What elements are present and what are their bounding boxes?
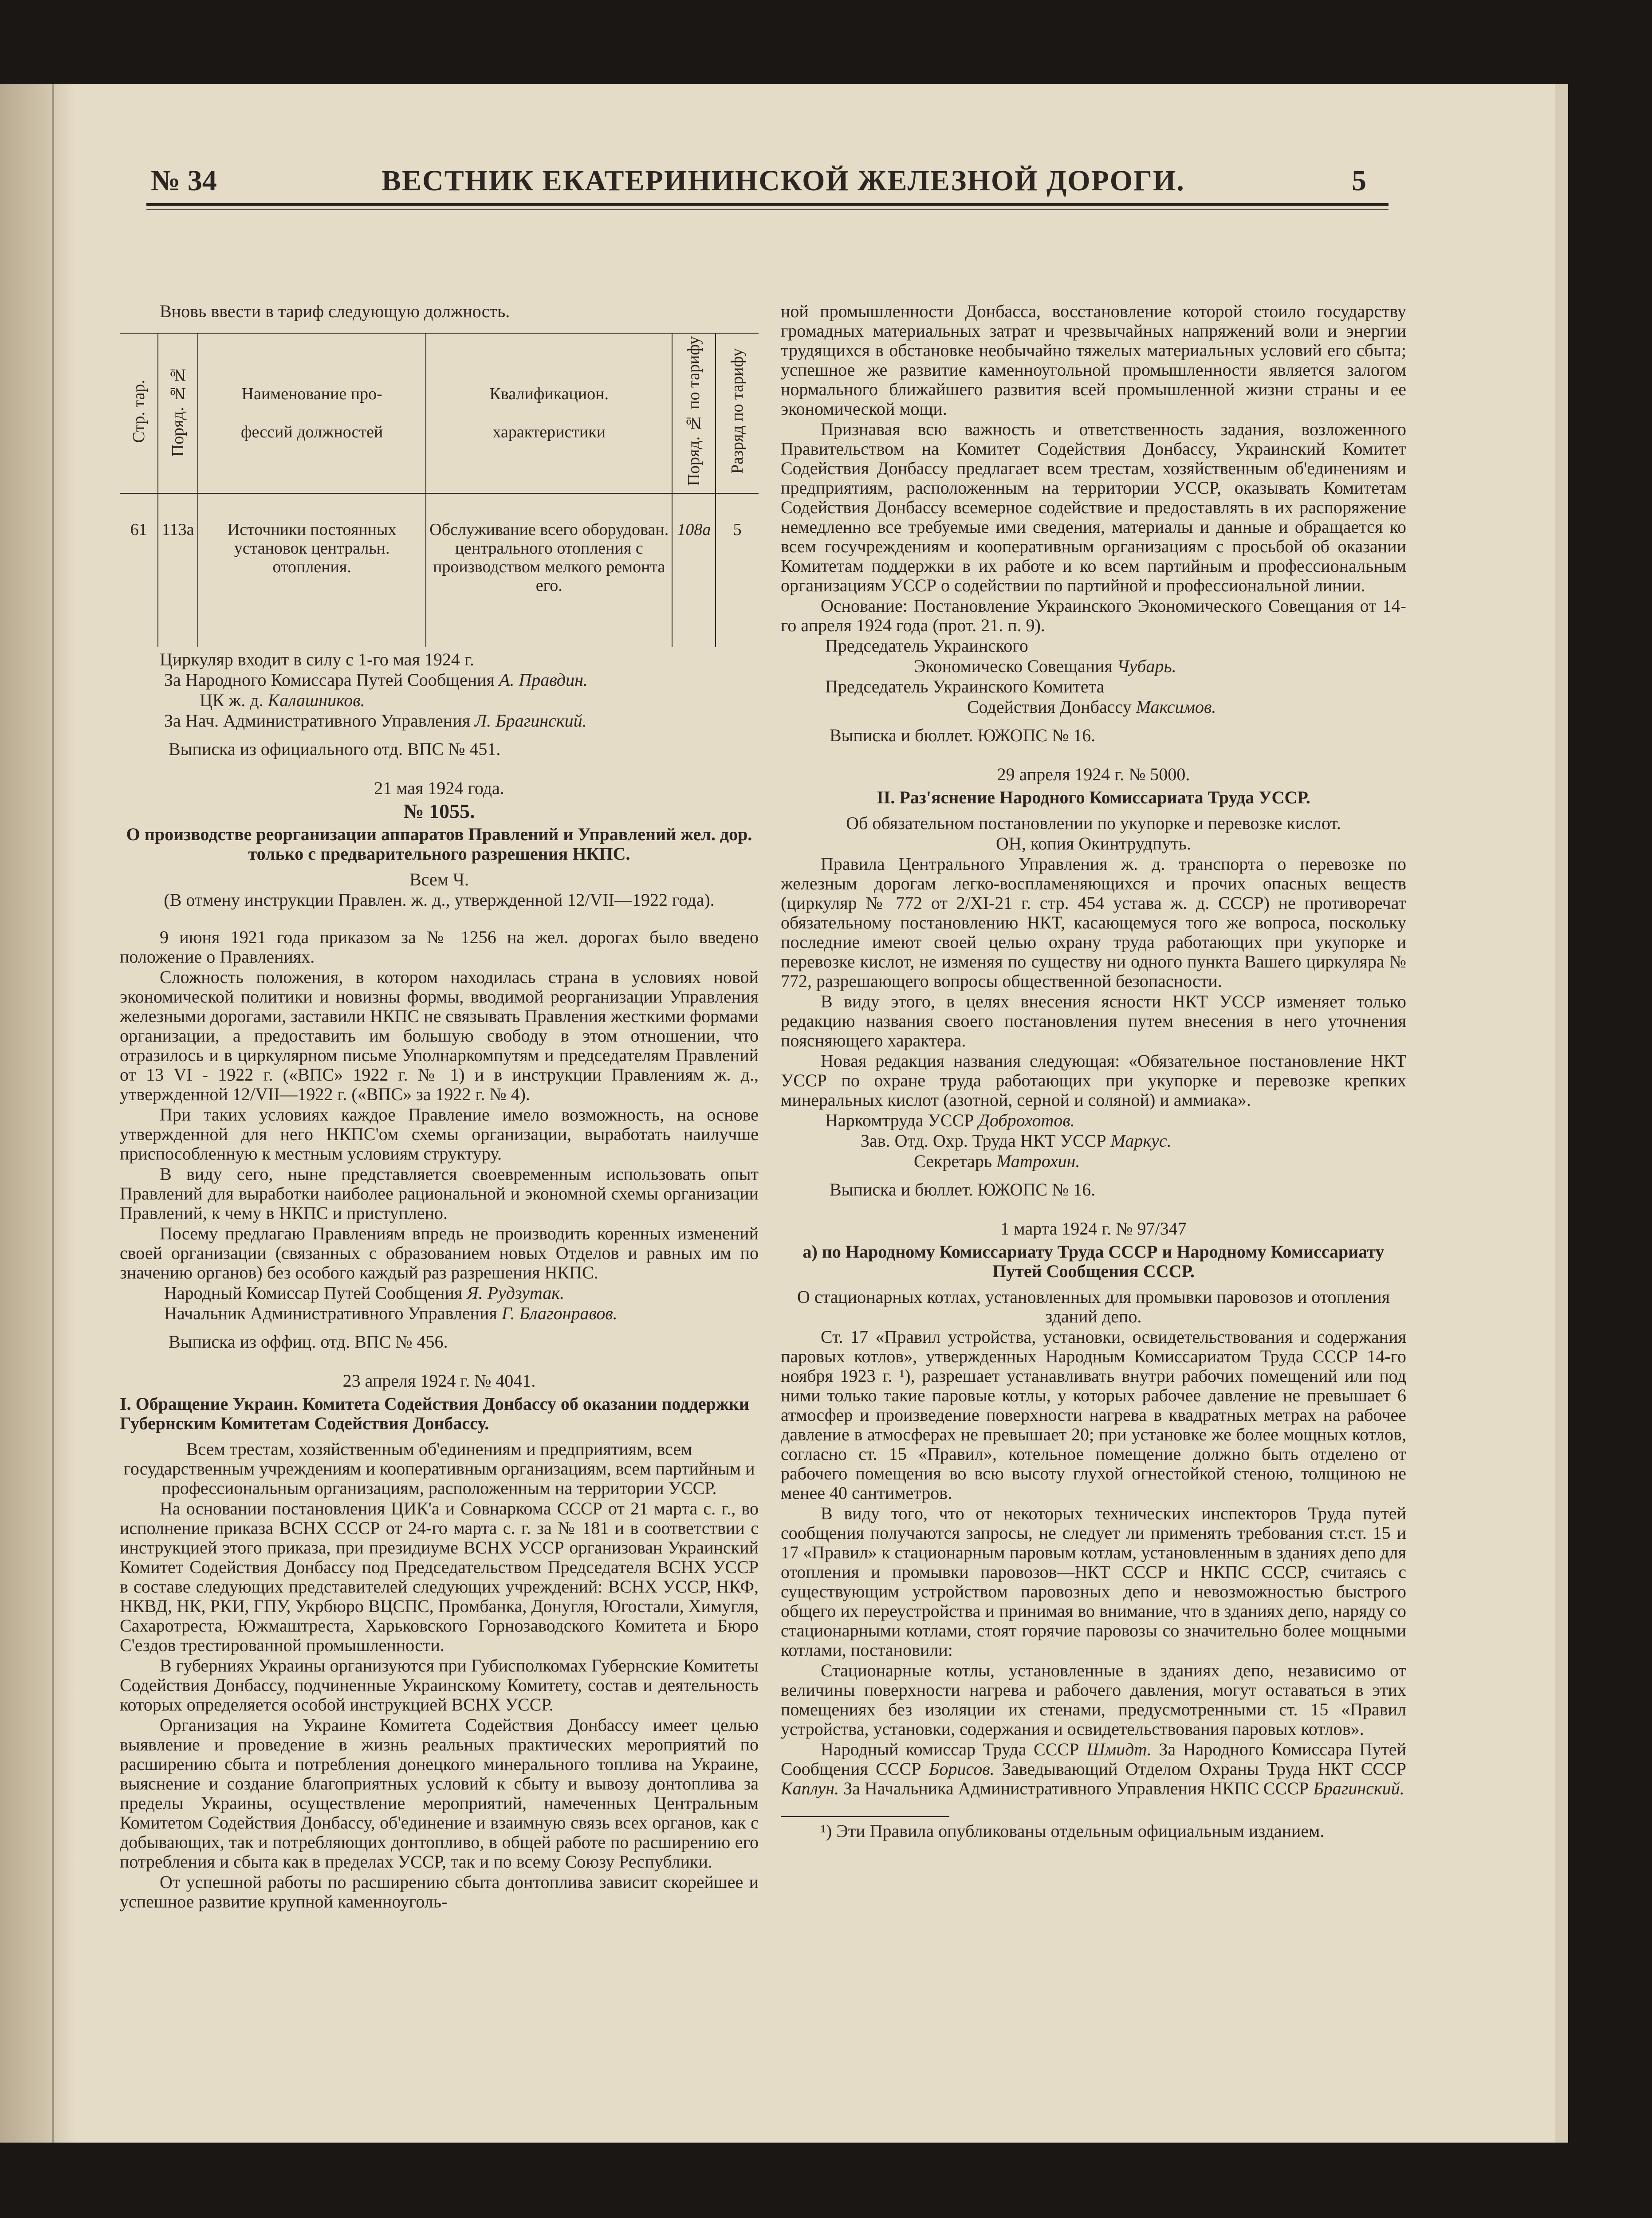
- signature-kalashnikov: ЦК ж. д. Калашников.: [200, 690, 365, 710]
- signature-blagonravov: Начальник Административного Управления Г. Благонравов.: [164, 1303, 618, 1323]
- paragraph: Новая редакция названия следующая: «Обязательное постановление НКТ УССР по охране труда работающих при укупорке и перевозке крепких минеральных кислот (азотной, серной и соляной) и аммиака».: [781, 1051, 1406, 1110]
- paragraph: Организация на Украине Комитета Содействия Донбассу имеет целью выявление и проведение в жизнь реальных практических мероприятий по расширению сбыта и потребления донецкого минерального топлива на Украине, выяснение и создание благоприятных условий к сбыту и вывозу донтоплива за пределы Украины, осуществление мероприятий, намеченных Центральным Комитетом Содействия Донбассу, об'единение и взаимную связь всех органов, как с добывающих, так и потребляющих донтопливо, в общей работе по расширению его потребления и сбыта как в пределах УССР, так и по всему Союзу Республики.: [120, 1715, 759, 1872]
- paragraph: В губерниях Украины организуются при Губисполкомах Губернские Комитеты Содействия Донбассу, подчиненные Украинскому Комитету, состав и деятельность которых определяется особой инструкцией ВСНХ УССР.: [120, 1655, 759, 1715]
- page-number: 5: [1352, 165, 1366, 197]
- heading-donbass-appeal: I. Обращение Украин. Комитета Содействия Донбассу об оказании поддержки Губернским Комитетам Содействия Донбассу.: [120, 1393, 749, 1433]
- basis-note: Основание: Постановление Украинского Экономического Совещания от 14-го апреля 1924 года (прот. 21. п. 9).: [781, 596, 1406, 635]
- paragraph: От успешной работы по расширению сбыта донтоплива зависит скорейшее и успешное развитие крупной каменноуголь-: [120, 1872, 759, 1911]
- table-intro: Вновь ввести в тариф следующую должность.: [160, 301, 510, 321]
- signature-chubar: Экономическо Совещания Чубарь.: [914, 656, 1176, 676]
- order-number-1055: № 1055.: [403, 799, 475, 822]
- extract-456: Выписка из оффиц. отд. ВПС № 456.: [169, 1331, 448, 1352]
- paragraph: 9 июня 1921 года приказом за № 1256 на жел. дорогах было введено положение о Правлениях.: [120, 927, 759, 967]
- date-21-may: 21 мая 1924 года.: [374, 778, 504, 798]
- paragraph: Посему предлагаю Правлениям впредь не производить коренных изменений своей организации (связанных с образованием новых Отделов и равных им по значению органов) без особого каждый раз разрешения НКПС.: [120, 1223, 759, 1282]
- page-right-edge: [1555, 84, 1568, 2143]
- cell-razryad: 5: [716, 493, 759, 647]
- addressee-all: Всем Ч.: [409, 869, 469, 889]
- paragraph: Правила Центрального Управления ж. д. транспорта о перевозке по железным дорогам легко-воспламеняющихся и прочих опасных веществ (циркуляр № 772 от 2/XI-21 г. стр. 454 устава ж. д. СССР) не противоречат обязательному постановлению НКТ, касающемуся того же вопроса, поскольку последние имеют своей целью охрану труда работающих при укупорке и перевозке кислот, не изменяя по существу ни одного пункта Вашего циркуляра № 772, разрешающего вопросы общественной безопасности.: [781, 854, 1406, 991]
- signature-chubar-title: Председатель Украинского: [825, 636, 1028, 656]
- cell-poryad-tarif: 108а: [672, 493, 716, 647]
- header-rule-thick: [146, 203, 1388, 206]
- paragraph: В виду сего, ныне представляется своевременным использовать опыт Правлений для выработки наиболее рациональной и экономной схемы организации Правлений, к чему в НКПС и приступлено.: [120, 1164, 759, 1223]
- page-header: [146, 160, 1388, 213]
- heading-reorganization: О производстве реорганизации аппаратов Правлений и Управлений жел. дор. только с предварительного разрешения НКПС.: [126, 824, 752, 864]
- left-column: [120, 302, 759, 1912]
- th-str-tar: Стр. тар.: [120, 333, 158, 493]
- date-29-april: 29 апреля 1924 г. № 5000.: [997, 764, 1190, 784]
- th-razryad: Разряд по тарифу: [716, 333, 759, 493]
- signature-braginsky: За Нач. Административного Управления Л. Брагинский.: [164, 710, 587, 731]
- cancel-note: (В отмену инструкции Правлен. ж. д., утвержденной 12/VII—1922 года).: [164, 889, 715, 910]
- signature-maksimov-title: Председатель Украинского Комитета: [825, 676, 1105, 696]
- journal-title: ВЕСТНИК ЕКАТЕРИНИНСКОЙ ЖЕЛЕЗНОЙ ДОРОГИ.: [382, 165, 1185, 197]
- heading-boilers: а) по Народному Комиссариату Труда СССР и Народному Комиссариату Путей Сообщения СССР.: [802, 1242, 1385, 1281]
- tariff-table: [120, 333, 759, 647]
- circular-effective: Циркуляр входит в силу с 1-го мая 1924 г.: [160, 649, 474, 669]
- paragraph: В виду этого, в целях внесения ясности НКТ УССР изменяет только редакцию названия своего постановления путем внесения в него уточнения поясняющего характера.: [781, 991, 1406, 1050]
- extract-yuzhops-2: Выписка и бюллет. ЮЖОПС № 16.: [830, 1180, 1096, 1199]
- th-naimenovanie: Наименование про- фессий должностей: [198, 333, 426, 493]
- paragraph: Признавая всю важность и ответственность задания, возложенного Правительством на Комитет Содействия Донбассу, Украинский Комитет Содействия Донбассу предлагает всем трестам, хозяйственным об'единениям и предприятиям, расположенным на территории УССР, оказывать Комитетам Содействия Донбассу всемерное содействие и предоставлять в их распоряжение немедленно все требуемые ими сведения, материалы и данные и обращается ко всем госучреждениям и кооперативным организациям с просьбой об оказании Комитетам поддержки в их работе и ко всем партийным и профессиональным организациям УССР о содействии по партийной и профессиональной линии.: [781, 419, 1406, 595]
- date-1-march: 1 марта 1924 г. № 97/347: [1000, 1219, 1187, 1239]
- extract-451: Выписка из официального отд. ВПС № 451.: [169, 739, 501, 759]
- header-rule-thin: [146, 209, 1388, 210]
- signatures-boilers: Народный комиссар Труда СССР Шмидт. За Народного Комиссара Путей Сообщения СССР Борисов. Заведывающий Отделом Охраны Труда НКТ СССР Каплун. За Начальника Административного Управления НКПС СССР Брагинский.: [781, 1739, 1407, 1798]
- subheading-acids: Об обязательном постановлении по укупорке и перевозке кислот.: [846, 813, 1341, 833]
- addressee-on: ОН, копия Окинтрудпуть.: [996, 834, 1191, 853]
- paragraph: Сложность положения, в котором находилась страна в условиях новой экономической политики и новизны формы, вводимой реорганизации Управления железными дорогами, заставили НКПС не связывать Правления жесткими формами организации, а предоставить им большую свободу в этом отношении, что отразилось и в циркулярном письме Уполнаркомпутям и председателям Правлений от 13 VI - 1922 г. («ВПС» 1922 г. № 1) и в инструкции Правлениям ж. д., утвержденной 12/VII—1922 г. («ВПС» за 1922 г. № 4).: [120, 967, 759, 1104]
- th-poryad: Поряд. №№: [158, 333, 198, 493]
- paragraph: В виду того, что от некоторых технических инспекторов Труда путей сообщения получаются запросы, не следует ли применять требования ст.ст. 15 и 17 «Правил» к стационарным паровым котлам, установленным в зданиях депо для отопления и промывки паровозов—НКТ СССР и НКПС СССР, считаясь с существующим устройством паровозных депо и невозможностью быстрого общего их переустройства и принимая во внимание, что в зданиях депо, наряду со стационарными котлами, стоят горячие паровозы со значительно более мощными котлами, постановили:: [781, 1503, 1406, 1660]
- footnote: ¹) Эти Правила опубликованы отдельным официальным изданием.: [821, 1821, 1325, 1841]
- th-poryad-tarif: Поряд. № по тарифу: [672, 333, 716, 493]
- date-23-april: 23 апреля 1924 г. № 4041.: [342, 1370, 536, 1391]
- footnote-rule: [781, 1816, 949, 1817]
- paragraph: Стационарные котлы, установленные в зданиях депо, независимо от величины поверхности нагрева и рабочего давления, могут оставаться в этих помещениях без изоляции их стенами, предусмотренными ст. 15 «Правил устройства, установки, содержания и освидетельствования паровых котлов».: [781, 1660, 1406, 1739]
- th-kvalifikacion: Квалификацион. характеристики: [426, 333, 672, 493]
- table-row: [120, 493, 759, 647]
- paragraph: Ст. 17 «Правил устройства, установки, освидетельствования и содержания паровых котлов», утвержденных Народным Комиссариатом Труда СССР 14-го ноября 1923 г. ¹), разрешает устанавливать внутри рабочих помещений или под ними только такие паровые котлы, у которых рабочее давление не превышает 6 атмосфер и произведение поверхности нагрева в квадратных метрах на рабочее давление в атмосферах не превышает 20; при установке же более мощных котлов, согласно ст. 15 «Правил», котельное помещение должно быть отделено от рабочего помещения во всю высоту глухой огнестойкой стеною, толщиною не менее 40 сантиметров.: [781, 1327, 1406, 1503]
- table-header-row: [120, 333, 759, 493]
- page-spine-shadow: [0, 84, 75, 2143]
- paragraph: При таких условиях каждое Правление имело возможность, на основе утвержденной для него НКПС'ом схемы организации, выработать наилучше приспособленную к местным условиям структуру.: [120, 1104, 759, 1164]
- issue-number: № 34: [151, 165, 217, 197]
- right-column: [781, 302, 1406, 1842]
- paragraph: На основании постановления ЦИК'а и Совнаркома СССР от 21 марта с. г., во исполнение приказа ВСНХ СССР от 24-го марта с. г. за № 181 и в соответствии с инструкцией этого приказа, при президиуме ВСНХ УССР организован Украинский Комитет Содействия Донбассу под Председательством Председателя ВСНХ УССР в составе следующих представителей следующих учреждений: ВСНХ УССР, НКФ, НКВД, НК, РКИ, ГПУ, Укрбюро ВЦСПС, Промбанка, Донугля, Югостали, Химугля, Сахаротреста, Южмаштреста, Харьковского Горнозаводского Комитета и Бюро С'ездов трестированной промышленности.: [120, 1498, 759, 1655]
- signature-rudzutak: Народный Комиссар Путей Сообщения Я. Рудзутак.: [164, 1282, 565, 1303]
- cell-poryad: 113а: [158, 493, 198, 647]
- heading-nkt-explanation: II. Раз'яснение Народного Комиссариата Труда УССР.: [877, 787, 1310, 807]
- signature-matrokhin: Секретарь Матрохин.: [914, 1151, 1080, 1171]
- signature-dobrokhotov: Наркомтруда УССР Доброхотов.: [825, 1110, 1075, 1130]
- addressee-trusts: Всем трестам, хозяйственным об'единениям и предприятиям, всем государственным учреждениям и кооперативным организациям, всем партийным и профессиональным организациям, расположенным на территории УССР.: [123, 1439, 755, 1498]
- cell-qualification: Обслуживание всего оборудован. центрального отопления с производством мелкого ремонта его.: [426, 493, 672, 647]
- cell-str-tar: 61: [130, 520, 147, 539]
- newspaper-page: [0, 84, 1568, 2143]
- binding-fold-line: [52, 84, 54, 2143]
- signature-markus: Зав. Отд. Охр. Труда НКТ УССР Маркус.: [861, 1131, 1172, 1151]
- extract-yuzhops-1: Выписка и бюллет. ЮЖОПС № 16.: [830, 725, 1096, 745]
- cell-profession: Источники постоянных установок центральн. отопления.: [198, 493, 426, 647]
- signature-pravdin: За Народного Комиссара Путей Сообщения А. Правдин.: [164, 669, 588, 690]
- subheading-boilers: О стационарных котлах, установленных для промывки паровозов и отопления зданий депо.: [797, 1287, 1390, 1326]
- signature-maksimov: Содействия Донбассу Максимов.: [967, 697, 1216, 717]
- paragraph: ной промышленности Донбасса, восстановление которой стоило государству громадных материальных затрат и чрезвычайных напряжений воли и энергии трудящихся в обстановке необычайно тяжелых материальных условий его сбыта; успешное же развитие каменноугольной промышленности является залогом нормального ближайшего развития всей промышленной жизни страны и ее экономической мощи.: [781, 301, 1406, 419]
